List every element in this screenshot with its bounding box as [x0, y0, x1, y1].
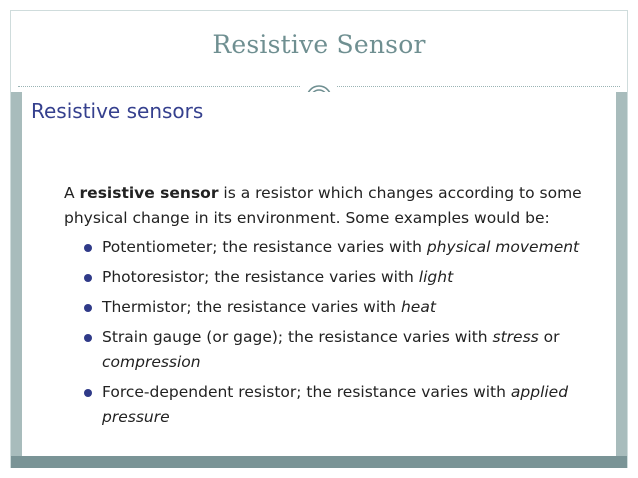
- list-item: [84, 265, 604, 290]
- bullet-icon: [84, 304, 92, 312]
- list-item-text: Strain gauge (or gage); the resistance varies with: [102, 328, 493, 346]
- list-item-emphasis: applied pressure: [102, 383, 569, 426]
- left-side-bar: [11, 92, 22, 462]
- intro-paragraph: [64, 181, 604, 231]
- list-item-text: Photoresistor; the resistance varies with: [102, 268, 419, 286]
- intro-prefix: A: [64, 184, 80, 202]
- list-item: [84, 295, 604, 320]
- right-side-bar: [616, 92, 627, 462]
- list-item-emphasis: stress: [492, 328, 539, 346]
- list-item-text: Force-dependent resistor; the resistance varies with: [102, 383, 511, 401]
- list-item-text: Potentiometer; the resistance varies with: [102, 238, 427, 256]
- list-item: [84, 235, 604, 260]
- intro-bold-term: resistive sensor: [79, 184, 219, 202]
- list-item-emphasis: heat: [400, 298, 436, 316]
- list-item-emphasis: light: [418, 268, 454, 286]
- examples-list: [84, 235, 604, 435]
- bottom-bar: [11, 456, 627, 468]
- bullet-icon: [84, 274, 92, 282]
- content-panel: [22, 92, 616, 456]
- list-item-emphasis: physical movement: [426, 238, 580, 256]
- list-item: [84, 325, 604, 375]
- content-heading: Resistive sensors: [31, 99, 204, 123]
- list-item-emphasis-2: compression: [102, 353, 201, 371]
- list-item: [84, 380, 604, 430]
- list-item-text: Thermistor; the resistance varies with: [102, 298, 401, 316]
- bullet-icon: [84, 389, 92, 397]
- bullet-icon: [84, 334, 92, 342]
- intro-suffix: is a resistor which changes according to some physical change in its environment. Some examples would be:: [64, 184, 582, 227]
- bullet-icon: [84, 244, 92, 252]
- slide-title: Resistive Sensor: [212, 30, 426, 59]
- list-item-text-connector: or: [538, 328, 560, 346]
